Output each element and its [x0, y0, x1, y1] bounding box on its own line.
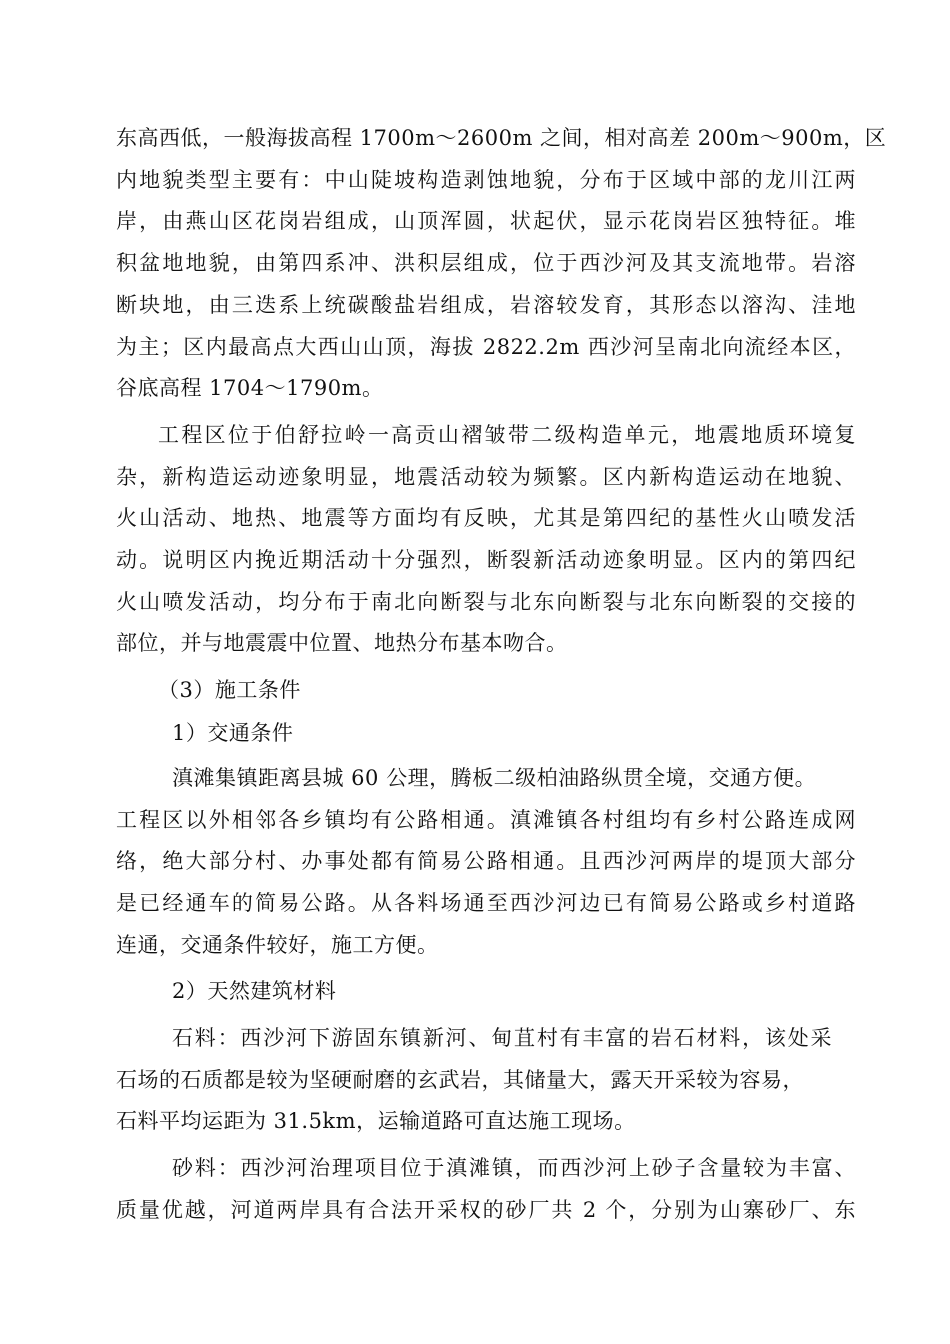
paragraph-line: 断块地，由三迭系上统碳酸盐岩组成，岩溶较发育，其形态以溶沟、洼地 [116, 293, 856, 317]
paragraph-line: 杂，新构造运动迹象明显，地震活动较为频繁。区内新构造运动在地貌、 [116, 465, 856, 489]
paragraph-line: 石料平均运距为 31.5km，运输道路可直达施工现场。 [116, 1109, 636, 1133]
paragraph-line: 内地貌类型主要有：中山陡坡构造剥蚀地貌，分布于区域中部的龙川江两 [116, 168, 856, 192]
paragraph-line: 质量优越，河道两岸具有合法开采权的砂厂共 2 个，分别为山寨砂厂、东 [116, 1198, 856, 1222]
paragraph-line: 滇滩集镇距离县城 60 公理，腾板二级柏油路纵贯全境，交通方便。 [172, 766, 817, 790]
paragraph-line: 火山喷发活动，均分布于南北向断裂与北东向断裂与北东向断裂的交接的 [116, 590, 856, 614]
paragraph-line: 谷底高程 1704～1790m。 [116, 376, 384, 400]
paragraph-line: 工程区位于伯舒拉岭一高贡山褶皱带二级构造单元，地震地质环境复 [158, 423, 856, 447]
paragraph-line: 是已经通车的简易公路。从各料场通至西沙河边已有简易公路或乡村道路 [116, 891, 856, 915]
paragraph-line: 为主；区内最高点大西山山顶，海拔 2822.2m 西沙河呈南北向流经本区， [116, 335, 856, 359]
paragraph-line: 砂料：西沙河治理项目位于滇滩镇，而西沙河上砂子含量较为丰富、 [172, 1156, 856, 1180]
paragraph-line: 动。说明区内挽近期活动十分强烈，断裂新活动迹象明显。区内的第四纪 [116, 548, 856, 572]
paragraph-line: 东高西低，一般海拔高程 1700m～2600m 之间，相对高差 200m～900m，区 [116, 126, 887, 150]
paragraph-line: 积盆地地貌，由第四系冲、洪积层组成，位于西沙河及其支流地带。岩溶 [116, 251, 856, 275]
paragraph-line: 络，绝大部分村、办事处都有简易公路相通。且西沙河两岸的堤顶大部分 [116, 849, 856, 873]
paragraph-line: 部位，并与地震震中位置、地热分布基本吻合。 [116, 631, 568, 655]
subsection-heading: 1）交通条件 [172, 721, 294, 745]
paragraph-line: 石料：西沙河下游固东镇新河、甸苴村有丰富的岩石材料，该处采 [172, 1026, 832, 1050]
subsection-heading: 2）天然建筑材料 [172, 979, 337, 1003]
paragraph-line: 火山活动、地热、地震等方面均有反映，尤其是第四纪的基性火山喷发活 [116, 506, 856, 530]
paragraph-line: 岸，由燕山区花岗岩组成，山顶浑圆，状起伏，显示花岗岩区独特征。堆 [116, 209, 856, 233]
paragraph-line: 工程区以外相邻各乡镇均有公路相通。滇滩镇各村组均有乡村公路连成网 [116, 808, 856, 832]
paragraph-line: 连通，交通条件较好，施工方便。 [116, 933, 439, 957]
paragraph-line: 石场的石质都是较为坚硬耐磨的玄武岩，其储量大，露天开采较为容易， [116, 1068, 804, 1092]
section-heading: （3）施工条件 [158, 678, 301, 702]
